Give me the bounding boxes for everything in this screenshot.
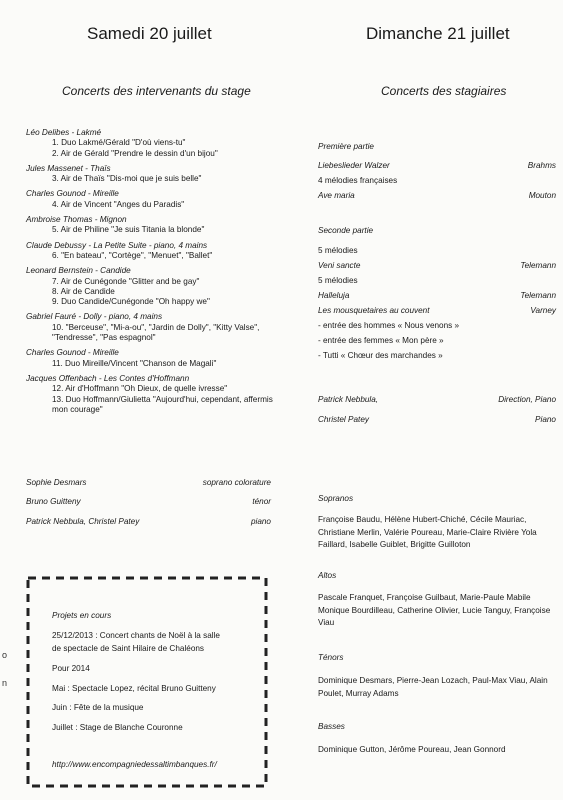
work-title: 5 mélodies xyxy=(318,246,358,255)
projects-line-2: de spectacle de Saint Hilaire de Chaléons xyxy=(52,644,205,653)
projects-title: Projets en cours xyxy=(52,611,112,620)
edge-fragment: n xyxy=(2,678,8,688)
composer-name: Telemann xyxy=(520,261,556,270)
program-item: 8. Air de Candide xyxy=(52,286,115,296)
work-title: Ave maria xyxy=(318,191,355,200)
composer-work: Jacques Offenbach - Les Contes d'Hoffmann xyxy=(26,373,190,383)
right-section-title: Concerts des stagiaires xyxy=(381,84,507,98)
website-link[interactable]: http://www.encompagniedessaltimbanques.fr/ xyxy=(52,760,217,769)
program-row xyxy=(318,246,556,255)
work-title: 5 mélodies xyxy=(318,276,358,285)
staff-row xyxy=(318,395,556,404)
program-item: 6. "En bateau", "Cortège", "Menuet", "Ballet" xyxy=(52,250,213,260)
performer-row xyxy=(26,478,271,487)
basses-names: Dominique Gutton, Jérôme Poureau, Jean Gonnord xyxy=(318,745,506,754)
altos-label: Altos xyxy=(318,571,337,580)
staff-role: Direction, Piano xyxy=(498,395,556,404)
projects-may: Mai : Spectacle Lopez, récital Bruno Guitteny xyxy=(52,684,216,693)
tenors-names: Dominique Desmars, Pierre-Jean Lozach, Paul-Max Viau, Alain Poulet, Murray Adams xyxy=(318,676,548,698)
program-row xyxy=(318,191,556,200)
performer-row xyxy=(26,517,271,526)
composer-work: Charles Gounod - Mireille xyxy=(26,348,119,358)
performer-row xyxy=(26,497,271,506)
work-title: Liebeslieder Walzer xyxy=(318,161,390,170)
composer-work: Ambroise Thomas - Mignon xyxy=(26,215,127,225)
right-day-title: Dimanche 21 juillet xyxy=(366,24,510,43)
program-item: 3. Air de Thaïs "Dis-moi que je suis belle" xyxy=(52,174,202,184)
performer-name: Sophie Desmars xyxy=(26,478,87,487)
part1-title: Première partie xyxy=(318,142,374,151)
program-item: 4. Air de Vincent "Anges du Paradis" xyxy=(52,199,185,209)
staff-role: Piano xyxy=(535,415,556,424)
composer-work: Claude Debussy - La Petite Suite - piano, 4 mains xyxy=(26,240,208,250)
composer-name: Mouton xyxy=(528,191,556,200)
work-title: - entrée des hommes « Nous venons » xyxy=(318,321,460,330)
staff-row xyxy=(318,415,556,424)
sopranos-label: Sopranos xyxy=(318,494,354,503)
part2-title: Seconde partie xyxy=(318,226,374,235)
program-item: 10. "Berceuse", "Mi-a-ou", "Jardin de Dolly", "Kitty Valse", "Tendresse", "Pas espagnol" xyxy=(52,322,260,343)
program-item: 12. Air d'Hoffmann "Oh Dieux, de quelle ivresse" xyxy=(52,384,228,394)
composer-work: Jules Massenet - Thaïs xyxy=(26,163,111,173)
performer-role: piano xyxy=(250,517,271,526)
composer-name: Brahms xyxy=(527,161,556,170)
projects-june: Juin : Fête de la musique xyxy=(52,703,144,712)
program-item: 9. Duo Candide/Cunégonde "Oh happy we" xyxy=(52,297,210,307)
program-item: 11. Duo Mireille/Vincent "Chanson de Magali" xyxy=(52,358,217,368)
composer-work: Leonard Bernstein - Candide xyxy=(26,266,131,276)
program-row xyxy=(318,351,556,360)
staff-name: Patrick Nebbula, xyxy=(318,395,379,404)
program-row xyxy=(318,176,556,185)
work-title: Veni sancte xyxy=(318,261,361,270)
work-title: - entrée des femmes « Mon père » xyxy=(318,336,444,345)
tenors-label: Ténors xyxy=(318,653,344,662)
projects-july: Juillet : Stage de Blanche Couronne xyxy=(52,723,183,732)
work-title: - Tutti « Chœur des marchandes » xyxy=(318,351,443,360)
performer-name: Patrick Nebbula, Christel Patey xyxy=(26,517,140,526)
program-item: 13. Duo Hoffmann/Giulietta "Aujourd'hui, cependant, affermis mon courage" xyxy=(52,394,273,414)
program-row xyxy=(318,161,556,170)
projects-line-1: 25/12/2013 : Concert chants de Noël à la salle xyxy=(52,631,220,640)
performer-name: Bruno Guitteny xyxy=(26,497,81,506)
program-list xyxy=(26,128,286,415)
left-day-title: Samedi 20 juillet xyxy=(87,24,212,43)
composer-work: Charles Gounod - Mireille xyxy=(26,189,119,199)
basses-label: Basses xyxy=(318,722,345,731)
work-title: Les mousquetaires au couvent xyxy=(318,306,430,315)
composer-work: Gabriel Fauré - Dolly - piano, 4 mains xyxy=(26,312,163,322)
program-item: 7. Air de Cunégonde "Glitter and be gay" xyxy=(52,276,200,286)
left-section-title: Concerts des intervenants du stage xyxy=(62,84,251,98)
work-title: Halleluja xyxy=(318,291,350,300)
performer-role: soprano colorature xyxy=(202,478,271,487)
program-row xyxy=(318,261,556,270)
edge-fragment: o xyxy=(2,650,8,660)
altos-names: Pascale Franquet, Françoise Guilbaut, Marie-Paule Mabile Monique Bourdilleau, Catherine Olivier, Lucie Tanguy, Françoise Viau xyxy=(318,593,551,627)
program-row xyxy=(318,306,556,315)
sopranos-names: Françoise Baudu, Hélène Hubert-Chiché, Cécile Mauriac, Christiane Merlin, Valérie Poureau, Marie-Claire Rivière Yola Faillard, Isabelle Guiblet, Brigitte Guilloton xyxy=(318,515,537,549)
program-row xyxy=(318,276,556,285)
program-item: 2. Air de Gérald "Prendre le dessin d'un bijou" xyxy=(52,148,218,158)
work-title: 4 mélodies françaises xyxy=(318,176,398,185)
program-item: 1. Duo Lakmé/Gérald "D'où viens-tu" xyxy=(52,138,186,148)
program-row xyxy=(318,336,556,345)
program-item: 5. Air de Philine "Je suis Titania la blonde" xyxy=(52,225,205,235)
composer-name: Varney xyxy=(530,306,556,315)
composer-name: Telemann xyxy=(520,291,556,300)
performer-role: ténor xyxy=(252,497,271,506)
program-row xyxy=(318,291,556,300)
staff-name: Christel Patey xyxy=(318,415,369,424)
composer-work: Léo Delibes - Lakmé xyxy=(26,128,102,137)
projects-year: Pour 2014 xyxy=(52,664,90,673)
program-row xyxy=(318,321,556,330)
